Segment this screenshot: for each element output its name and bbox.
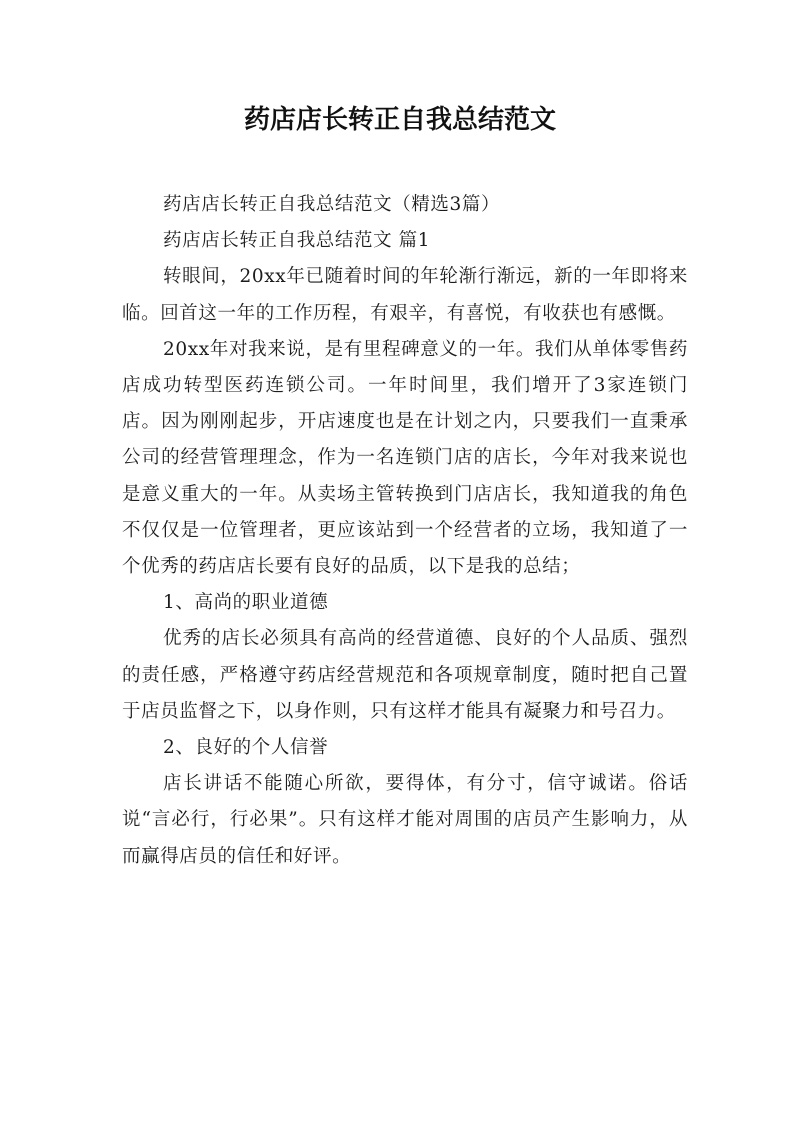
paragraph-point-1-body: 优秀的店长必须具有高尚的经营道德、良好的个人品质、强烈的责任感，严格遵守药店经营规范和各项规章制度，随时把自己置于店员监督之下，以身作则，只有这样才能具有凝聚力和号召力。 — [122, 628, 688, 722]
paragraph-intro: 转眼间，20xx年已随着时间的年轮渐行渐远，新的一年即将来临。回首这一年的工作历程，有艰辛，有喜悦，有收获也有感慨。 — [122, 266, 688, 324]
paragraph-section-heading: 药店店长转正自我总结范文 篇1 — [163, 230, 431, 252]
document-title: 药店店长转正自我总结范文 — [243, 105, 556, 135]
paragraph-subtitle: 药店店长转正自我总结范文（精选3篇） — [163, 194, 501, 215]
paragraph-point-2-body: 店长讲话不能随心所欲，要得体，有分寸，信守诚诺。俗话说“言必行，行必果”。只有这样才能对周围的店员产生影响力，从而赢得店员的信任和好评。 — [122, 773, 688, 867]
paragraph-point-1-heading: 1、高尚的职业道德 — [163, 592, 329, 614]
document-body — [122, 187, 688, 875]
paragraph-point-2-heading: 2、良好的个人信誉 — [163, 737, 329, 759]
paragraph-year-review: 20xx年对我来说，是有里程碑意义的一年。我们从单体零售药店成功转型医药连锁公司。一年时间里，我们增开了3家连锁门店。因为刚刚起步，开店速度也是在计划之内，只要我们一直秉承公司的经营管理理念，作为一名连锁门店的店长，今年对我来说也是意义重大的一年。从卖场主管转换到门店店长，我知道我的角色不仅仅是一位管理者，更应该站到一个经营者的立场，我知道了一个优秀的药店店长要有良好的品质，以下是我的总结； — [122, 338, 688, 578]
